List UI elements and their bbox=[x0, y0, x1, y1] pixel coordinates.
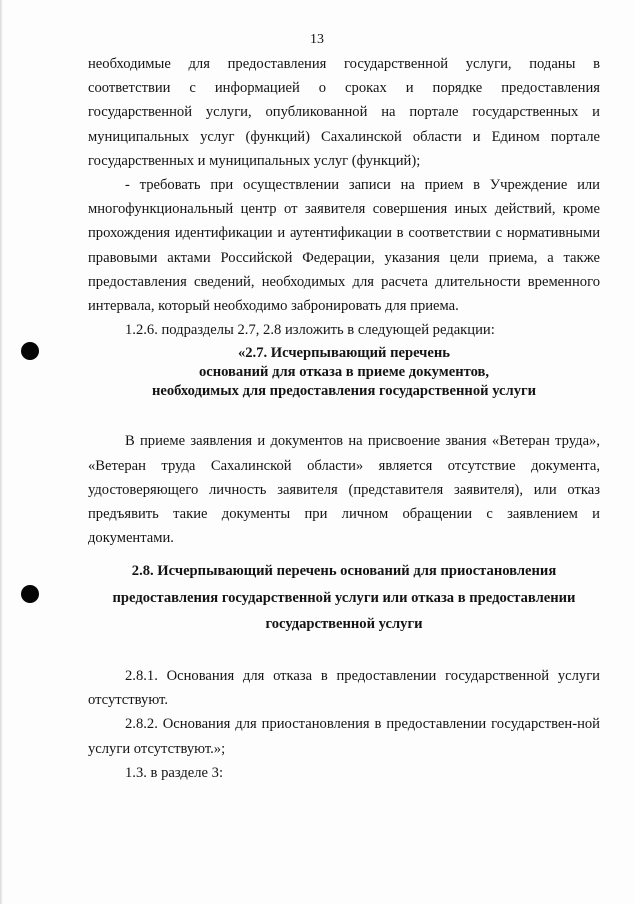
punch-hole bbox=[21, 342, 39, 360]
paragraph: 2.8.2. Основания для приостановления в предоставлении государствен-ной услуги отсутствуют.»; bbox=[88, 716, 600, 757]
scan-edge bbox=[0, 0, 3, 904]
paragraph: - требовать при осуществлении записи на прием в Учреждение или многофункциональный центр от заявителя совершения иных действий, кроме прохождения идентификации и аутентификации в соответствии с нормативными правовыми актами Российской Федерации, указания цели приема, а также предоставления сведений, необходимых для расчета длительности временного интервала, который необходимо забронировать для приема. bbox=[88, 177, 600, 315]
section-heading-2-8: 2.8. Исчерпывающий перечень оснований для приостановления предоставления государственной услуги или отказа в предоставлении государственной услуги bbox=[112, 563, 576, 633]
punch-hole bbox=[21, 585, 39, 603]
heading-line: «2.7. Исчерпывающий перечень bbox=[237, 345, 451, 362]
document-body bbox=[88, 52, 600, 785]
heading-line: оснований для отказа в приеме документов, bbox=[198, 364, 490, 381]
heading-line: необходимых для предоставления государственной услуги bbox=[151, 383, 537, 400]
paragraph: 1.3. в разделе 3: bbox=[125, 764, 224, 781]
section-heading-2-7 bbox=[88, 344, 600, 401]
paragraph: 1.2.6. подразделы 2.7, 2.8 изложить в следующей редакции: bbox=[125, 322, 495, 339]
page-number: 13 bbox=[310, 32, 324, 47]
paragraph: необходимые для предоставления государственной услуги, поданы в соответствии с информацией о сроках и порядке предоставления государственной услуги, опубликованной на портале государственных и муниципальных услуг (функций) Сахалинской области и Едином портале государственных и муниципальных услуг (функций); bbox=[88, 56, 600, 169]
paragraph: В приеме заявления и документов на присвоение звания «Ветеран труда», «Ветеран труда Сахалинской области» является отсутствие документа, удостоверяющего личность заявителя (представителя заявителя), или отказ предъявить такие документы при личном обращении с заявлением и документами. bbox=[88, 433, 600, 547]
paragraph: 2.8.1. Основания для отказа в предоставлении государственной услуги отсутствуют. bbox=[88, 667, 600, 709]
